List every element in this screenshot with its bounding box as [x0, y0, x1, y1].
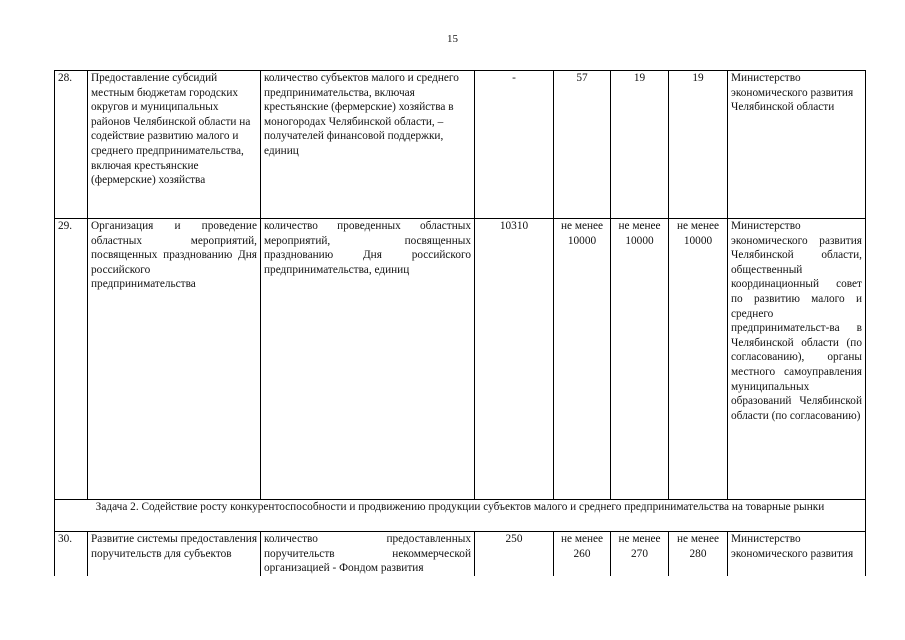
row-number: 29. — [55, 219, 88, 500]
page-number: 15 — [447, 33, 458, 45]
event-cell: Развитие системы предоставления поручительств для субъектов — [88, 532, 261, 576]
table-row-28 — [55, 71, 866, 219]
executor-cell: Министерство экономического развития Челябинской области, общественный координационный совет по развитию малого и среднего предпринимательст-ва в Челябинской области (по согласованию), органы местного самоуправления муниципальных образований Челябинской области (по согласованию) — [728, 219, 866, 500]
year-2-value-cell: не менее 10000 — [611, 219, 669, 500]
year-3-value-cell: 19 — [669, 71, 728, 219]
base-value-cell: 10310 — [475, 219, 554, 500]
table-row-29 — [55, 219, 866, 500]
year-3-value-cell: не менее 10000 — [669, 219, 728, 500]
year-1-value-cell: 57 — [554, 71, 611, 219]
year-3-value-cell: не менее 280 — [669, 532, 728, 576]
year-2-value-cell: 19 — [611, 71, 669, 219]
table-row-30 — [55, 532, 866, 576]
base-value-cell: 250 — [475, 532, 554, 576]
row-number: 30. — [55, 532, 88, 576]
year-1-value-cell: не менее 260 — [554, 532, 611, 576]
indicator-cell: количество предоставленных поручительств некоммерческой организацией - Фондом развития — [261, 532, 475, 576]
indicator-cell: количество проведенных областных мероприятий, посвященных празднованию Дня российского предпринимательства, единиц — [261, 219, 475, 500]
task-2-heading: Задача 2. Содействие росту конкурентоспособности и продвижению продукции субъектов малого и среднего предпринимательства на товарные рынки — [55, 500, 866, 532]
task-heading-row — [55, 500, 866, 532]
base-value-cell: - — [475, 71, 554, 219]
program-activities-table — [54, 70, 866, 576]
indicator-cell: количество субъектов малого и среднего предпринимательства, включая крестьянские (фермерские) хозяйства в моногородах Челябинской области, – получателей финансовой поддержки, единиц — [261, 71, 475, 219]
event-cell: Предоставление субсидий местным бюджетам городских округов и муниципальных районов Челябинской области на содействие развитию малого и среднего предпринимательства, включая крестьянские (фермерские) хозяйства — [88, 71, 261, 219]
year-2-value-cell: не менее 270 — [611, 532, 669, 576]
event-cell: Организация и проведение областных мероприятий, посвященных празднованию Дня российского предпринимательства — [88, 219, 261, 500]
executor-cell: Министерство экономического развития — [728, 532, 866, 576]
row-number: 28. — [55, 71, 88, 219]
year-1-value-cell: не менее 10000 — [554, 219, 611, 500]
executor-cell: Министерство экономического развития Челябинской области — [728, 71, 866, 219]
